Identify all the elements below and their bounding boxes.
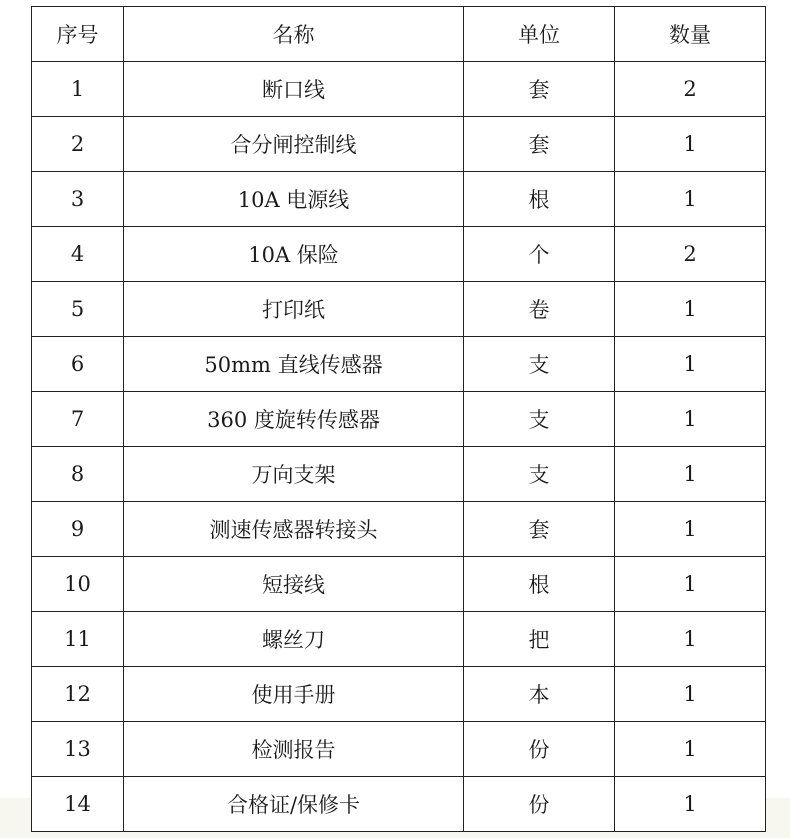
table-body [32, 62, 766, 832]
cell-unit: 卷 [464, 282, 615, 337]
cell-qty: 1 [615, 557, 766, 612]
cell-no: 10 [32, 557, 124, 612]
table-row [32, 502, 766, 557]
cell-no: 11 [32, 612, 124, 667]
cell-qty: 1 [615, 612, 766, 667]
cell-qty: 1 [615, 337, 766, 392]
cell-no: 8 [32, 447, 124, 502]
table-row [32, 557, 766, 612]
table-row [32, 337, 766, 392]
table-row [32, 282, 766, 337]
cell-name: 打印纸 [124, 282, 464, 337]
cell-no: 12 [32, 667, 124, 722]
cell-qty: 1 [615, 502, 766, 557]
cell-unit: 支 [464, 392, 615, 447]
cell-no: 4 [32, 227, 124, 282]
cell-no: 2 [32, 117, 124, 172]
table-row [32, 667, 766, 722]
table-row [32, 612, 766, 667]
cell-qty: 2 [615, 62, 766, 117]
cell-qty: 1 [615, 667, 766, 722]
cell-no: 6 [32, 337, 124, 392]
cell-name: 10A 保险 [124, 227, 464, 282]
table-header [32, 7, 766, 62]
table-row [32, 777, 766, 832]
cell-unit: 根 [464, 557, 615, 612]
cell-unit: 支 [464, 447, 615, 502]
cell-name: 合格证/保修卡 [124, 777, 464, 832]
packing-list-table [31, 6, 766, 832]
table-row [32, 392, 766, 447]
cell-qty: 2 [615, 227, 766, 282]
cell-unit: 套 [464, 502, 615, 557]
cell-unit: 根 [464, 172, 615, 227]
cell-name: 10A 电源线 [124, 172, 464, 227]
header-qty: 数量 [615, 7, 766, 62]
cell-unit: 支 [464, 337, 615, 392]
cell-name: 螺丝刀 [124, 612, 464, 667]
table-row [32, 62, 766, 117]
cell-unit: 份 [464, 722, 615, 777]
cell-unit: 本 [464, 667, 615, 722]
cell-name: 检测报告 [124, 722, 464, 777]
cell-no: 7 [32, 392, 124, 447]
cell-name: 测速传感器转接头 [124, 502, 464, 557]
header-name: 名称 [124, 7, 464, 62]
cell-no: 3 [32, 172, 124, 227]
cell-no: 13 [32, 722, 124, 777]
cell-qty: 1 [615, 392, 766, 447]
table-row [32, 172, 766, 227]
cell-name: 断口线 [124, 62, 464, 117]
cell-qty: 1 [615, 722, 766, 777]
cell-name: 使用手册 [124, 667, 464, 722]
cell-qty: 1 [615, 447, 766, 502]
table-row [32, 117, 766, 172]
cell-qty: 1 [615, 172, 766, 227]
cell-no: 9 [32, 502, 124, 557]
table-row [32, 227, 766, 282]
cell-qty: 1 [615, 117, 766, 172]
header-unit: 单位 [464, 7, 615, 62]
cell-qty: 1 [615, 777, 766, 832]
cell-qty: 1 [615, 282, 766, 337]
table-row [32, 722, 766, 777]
cell-unit: 套 [464, 62, 615, 117]
cell-unit: 套 [464, 117, 615, 172]
cell-unit: 个 [464, 227, 615, 282]
header-row [32, 7, 766, 62]
header-no: 序号 [32, 7, 124, 62]
cell-unit: 把 [464, 612, 615, 667]
cell-name: 合分闸控制线 [124, 117, 464, 172]
cell-no: 1 [32, 62, 124, 117]
table-row [32, 447, 766, 502]
cell-name: 短接线 [124, 557, 464, 612]
cell-unit: 份 [464, 777, 615, 832]
cell-name: 万向支架 [124, 447, 464, 502]
cell-no: 14 [32, 777, 124, 832]
cell-name: 360 度旋转传感器 [124, 392, 464, 447]
cell-no: 5 [32, 282, 124, 337]
cell-name: 50mm 直线传感器 [124, 337, 464, 392]
